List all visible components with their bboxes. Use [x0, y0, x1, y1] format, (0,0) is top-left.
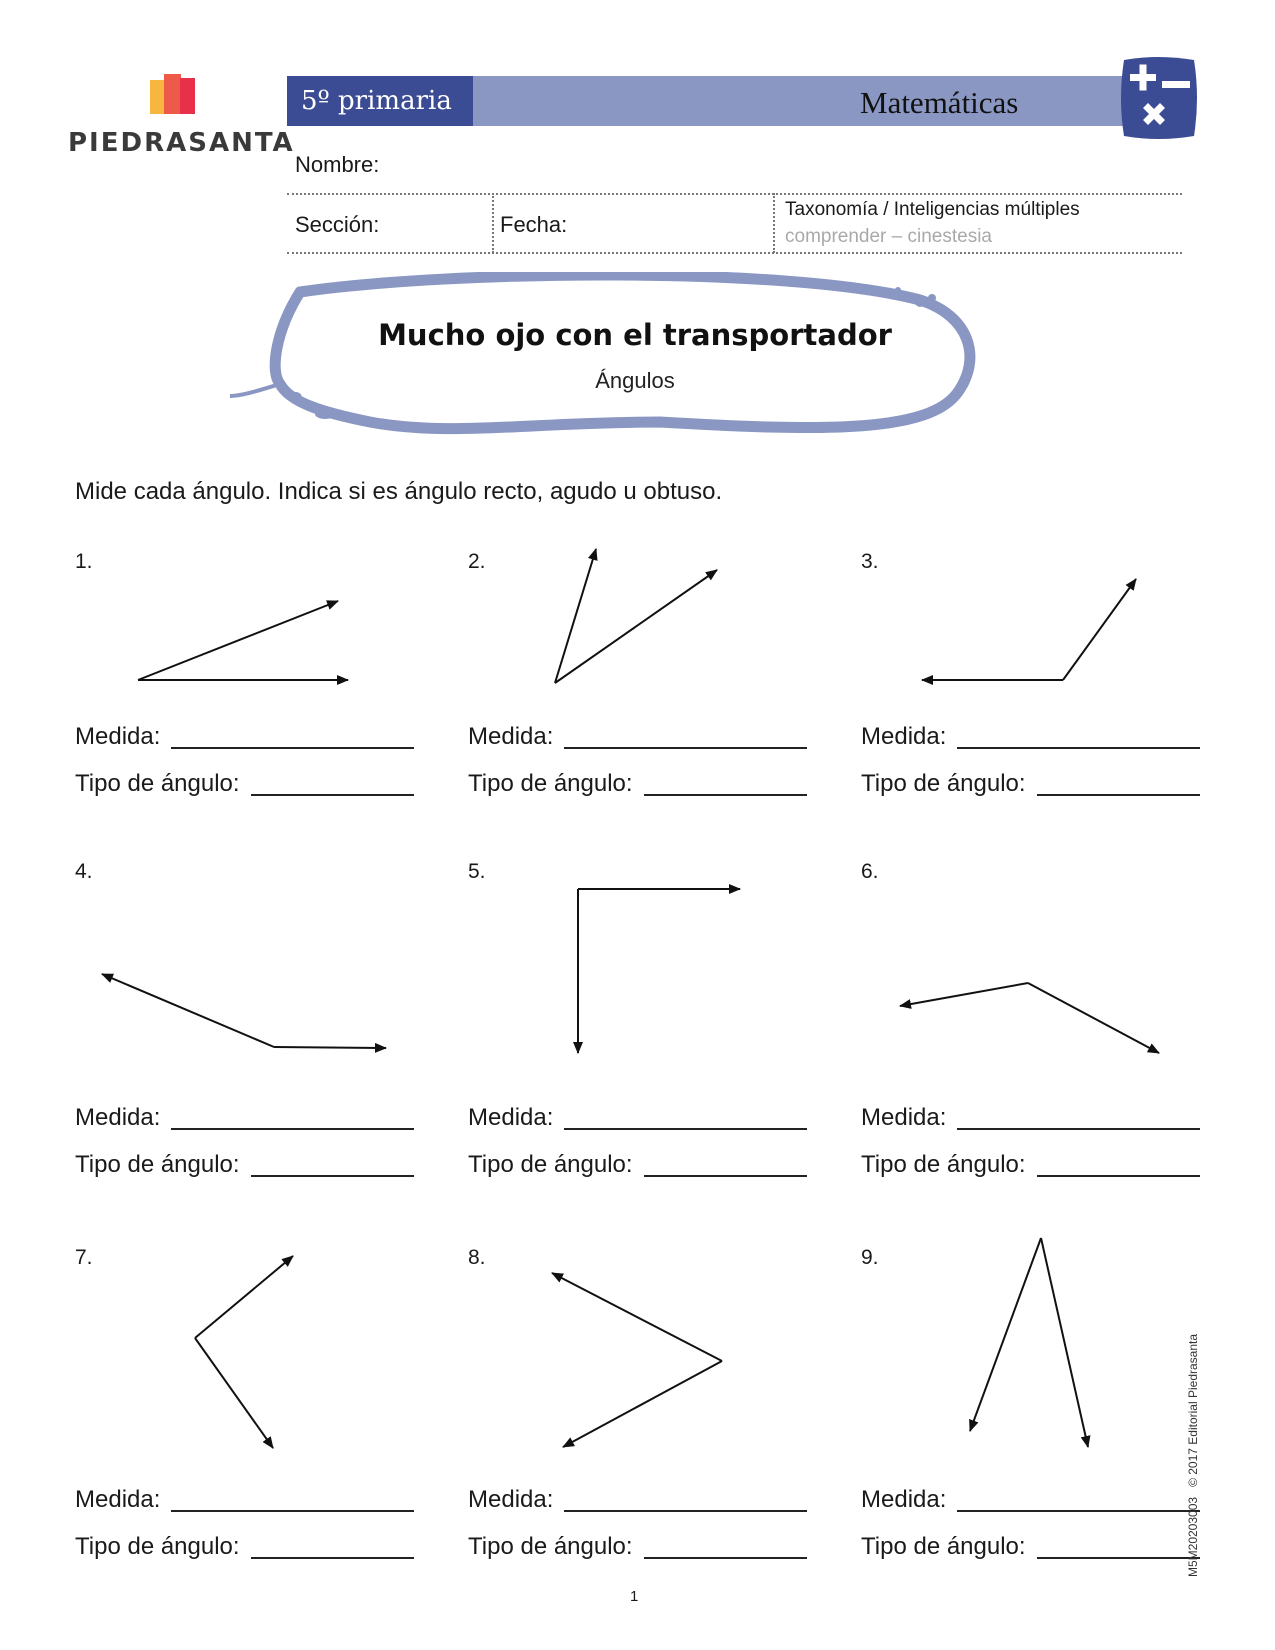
subject-label: Matemáticas: [860, 85, 1019, 120]
measure-label: Medida:: [468, 723, 554, 750]
angle-type-label: Tipo de ángulo:: [861, 1151, 1026, 1178]
angle-type-answer-line[interactable]: [251, 794, 414, 796]
copyright-text: © 2017 Editorial Piedrasanta: [1186, 1333, 1200, 1487]
measure-answer-line[interactable]: [957, 1128, 1200, 1130]
angle-type-label: Tipo de ángulo:: [75, 770, 240, 797]
taxonomy-subtitle: comprender – cinestesia: [785, 226, 992, 247]
measure-label: Medida:: [75, 1104, 161, 1131]
measure-label: Medida:: [861, 1486, 947, 1513]
angle-figure-8: [552, 1273, 722, 1447]
grade-label: 5º primaria: [287, 76, 473, 126]
measure-label: Medida:: [75, 1486, 161, 1513]
exercise-number: 7.: [75, 1246, 93, 1269]
measure-label: Medida:: [468, 1486, 554, 1513]
angle-type-answer-line[interactable]: [251, 1557, 414, 1559]
angle-type-label: Tipo de ángulo:: [861, 770, 1026, 797]
angle-figure-3: [922, 579, 1136, 680]
exercise-number: 1.: [75, 550, 93, 573]
angle-type-answer-line[interactable]: [1037, 794, 1200, 796]
document-code: M5M20203003: [1186, 1496, 1200, 1577]
angle-type-answer-line[interactable]: [644, 1175, 807, 1177]
exercise-number: 8.: [468, 1246, 486, 1269]
measure-label: Medida:: [75, 723, 161, 750]
angle-figure-5: [578, 889, 740, 1053]
angle-type-label: Tipo de ángulo:: [468, 770, 633, 797]
angle-type-label: Tipo de ángulo:: [468, 1533, 633, 1560]
instructions: Mide cada ángulo. Indica si es ángulo recto, agudo u obtuso.: [75, 478, 723, 505]
angle-figure-1: [138, 601, 348, 680]
measure-answer-line[interactable]: [171, 1128, 414, 1130]
date-field-label: Fecha:: [500, 212, 568, 237]
angle-type-answer-line[interactable]: [1037, 1175, 1200, 1177]
exercise-number: 4.: [75, 860, 93, 883]
angle-type-answer-line[interactable]: [1037, 1557, 1200, 1559]
measure-answer-line[interactable]: [171, 1510, 414, 1512]
section-field-label: Sección:: [295, 212, 380, 237]
angle-figure-7: [195, 1256, 293, 1448]
exercise-number: 2.: [468, 550, 486, 573]
page-number: 1: [630, 1588, 639, 1605]
page-subtitle: Ángulos: [595, 368, 675, 393]
measure-answer-line[interactable]: [564, 1510, 807, 1512]
measure-answer-line[interactable]: [171, 747, 414, 749]
angle-type-answer-line[interactable]: [644, 794, 807, 796]
angle-figure-9: [970, 1238, 1088, 1447]
angle-figure-2: [555, 549, 717, 683]
measure-answer-line[interactable]: [957, 747, 1200, 749]
exercise-number: 9.: [861, 1246, 879, 1269]
exercise-number: 3.: [861, 550, 879, 573]
copyright-notice: [1186, 1277, 1200, 1577]
name-field-label: Nombre:: [295, 152, 380, 177]
angle-type-label: Tipo de ángulo:: [75, 1151, 240, 1178]
exercise-number: 5.: [468, 860, 486, 883]
measure-answer-line[interactable]: [957, 1510, 1200, 1512]
measure-label: Medida:: [861, 1104, 947, 1131]
measure-answer-line[interactable]: [564, 1128, 807, 1130]
angle-type-label: Tipo de ángulo:: [75, 1533, 240, 1560]
measure-label: Medida:: [468, 1104, 554, 1131]
page-title: Mucho ojo con el transportador: [378, 318, 892, 352]
taxonomy-title: Taxonomía / Inteligencias múltiples: [785, 199, 1080, 220]
exercise-number: 6.: [861, 860, 879, 883]
measure-answer-line[interactable]: [564, 747, 807, 749]
angle-figure-6: [900, 983, 1159, 1053]
angle-figure-4: [102, 974, 386, 1048]
angle-type-label: Tipo de ángulo:: [861, 1533, 1026, 1560]
measure-label: Medida:: [861, 723, 947, 750]
angle-type-answer-line[interactable]: [644, 1557, 807, 1559]
angle-type-answer-line[interactable]: [251, 1175, 414, 1177]
brand-name: PIEDRASANTA: [68, 128, 295, 158]
angle-type-label: Tipo de ángulo:: [468, 1151, 633, 1178]
